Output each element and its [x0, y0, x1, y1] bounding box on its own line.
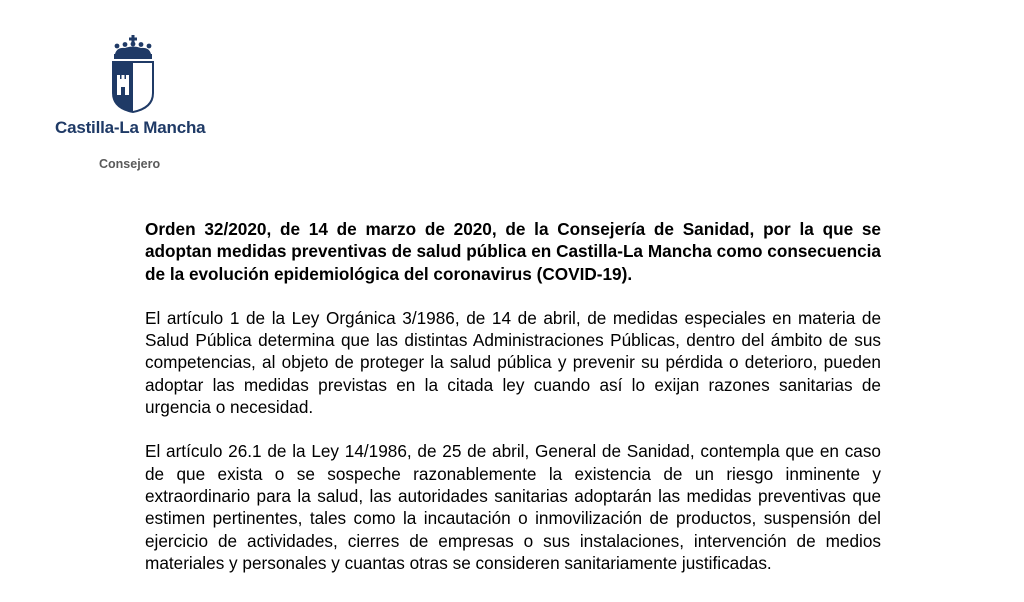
organization-name: Castilla-La Mancha: [55, 118, 206, 137]
department-label: Consejero: [99, 157, 161, 171]
paragraph: El artículo 1 de la Ley Orgánica 3/1986, de 14 de abril, de medidas especiales en materia de Salud Pública determina que las distintas Administraciones Públicas, dentro del ámbito de sus competencias, al objeto de proteger la salud pública y prevenir su pérdida o deterioro, pueden adoptar las medidas previstas en la citada ley cuando así lo exijan razones sanitarias de urgencia o necesidad.: [145, 307, 881, 418]
document-body: [145, 218, 881, 596]
document-title: Orden 32/2020, de 14 de marzo de 2020, de la Consejería de Sanidad, por la que se adoptan medidas preventivas de salud pública en Castilla-La Mancha como consecuencia de la evolución epidemiológica del coronavirus (COVID-19).: [145, 219, 881, 284]
coat-of-arms-icon: [108, 35, 158, 115]
paragraph: El artículo 26.1 de la Ley 14/1986, de 25 de abril, General de Sanidad, contempla que en caso de que exista o se sospeche razonablemente la existencia de un riesgo inminente y extraordinario para la salud, las autoridades sanitarias adoptarán las medidas preventivas que estimen pertinentes, tales como la incautación o inmovilización de productos, suspensión del ejercicio de actividades, cierres de empresas o sus instalaciones, intervención de medios materiales y personales y cuantas otras se consideren sanitariamente justificadas.: [145, 441, 881, 573]
document-header: [0, 0, 260, 190]
